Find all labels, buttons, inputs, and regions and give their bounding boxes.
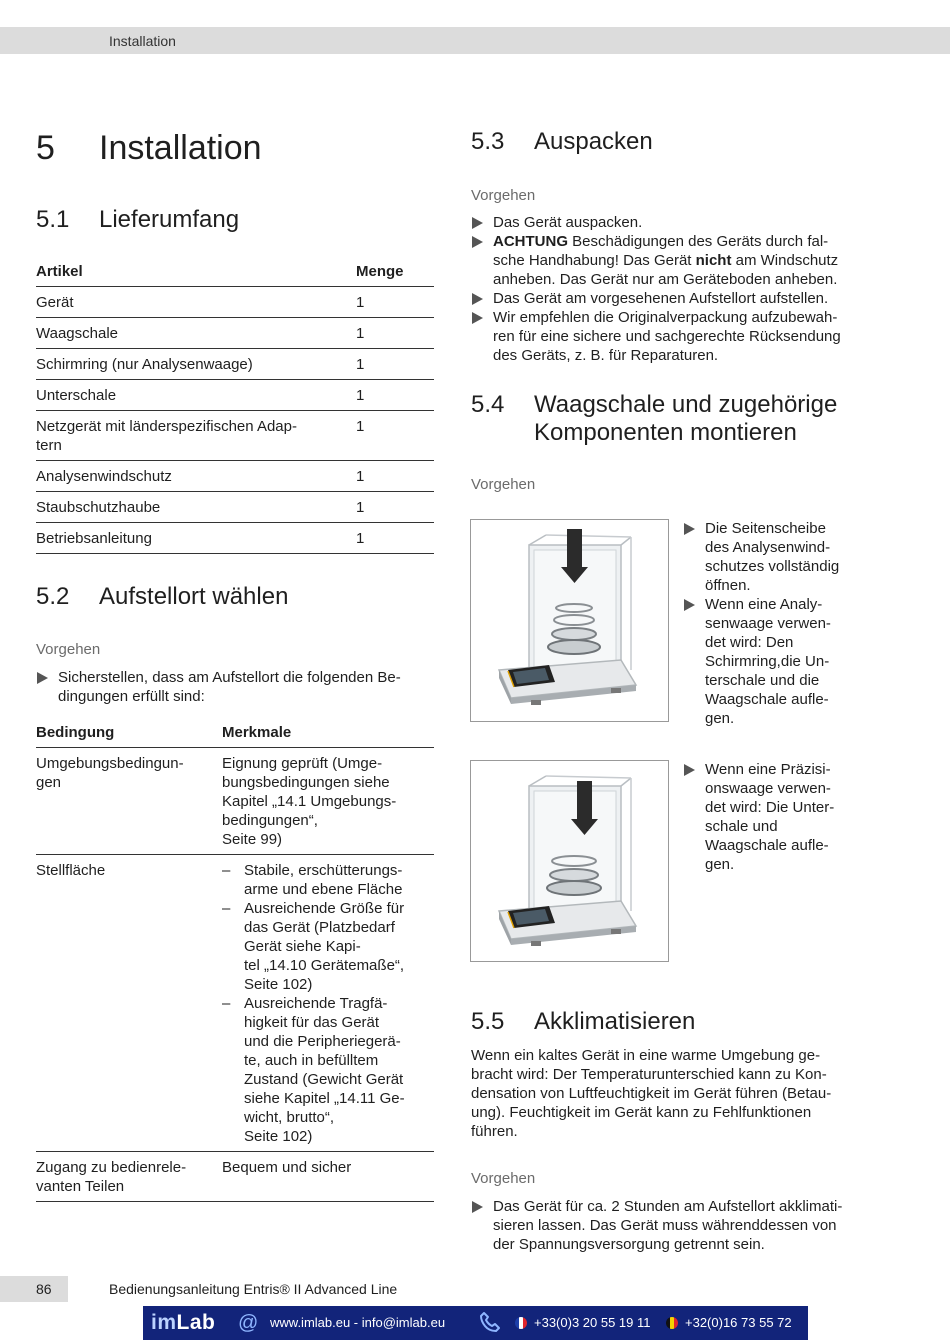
page-number-box (0, 1276, 68, 1302)
paragraph-line: densation von Luftfeuchtigkeit im Gerät führen (Betau- (471, 1085, 832, 1102)
at-icon: @ (238, 1312, 259, 1334)
step-line: Wir empfehlen die Originalverpackung aufzubewah- (493, 309, 838, 326)
procedure-label: Vorgehen (471, 1170, 536, 1187)
cell-line: – Ausreichende Größe für (244, 900, 405, 917)
arrow-right-icon (684, 523, 695, 535)
phone-france[interactable]: +33(0)3 20 55 19 11 (534, 1315, 651, 1330)
procedure-steps (471, 213, 871, 365)
arrow-right-icon (37, 672, 48, 684)
arrow-right-icon (472, 1201, 483, 1213)
cell-line: higkeit für das Gerät (244, 1014, 380, 1031)
logo-part: im (151, 1311, 177, 1334)
running-header-label: Installation (109, 33, 176, 49)
cell-line: – Stabile, erschütterungs- (244, 862, 403, 879)
arrow-right-icon (684, 599, 695, 611)
procedure-steps (471, 1197, 871, 1254)
table-cell: 1 (356, 418, 365, 435)
step-line: gen. (705, 710, 735, 727)
table-row (36, 318, 434, 349)
procedure-steps (683, 760, 863, 874)
cell-line: und die Peripheriegerä- (244, 1033, 401, 1050)
table-cell: Gerät (36, 294, 74, 311)
step-line: Das Gerät am vorgesehenen Aufstellort aufstellen. (493, 290, 829, 307)
step-line: det wird: Den (705, 634, 794, 651)
website-email-link[interactable]: www.imlab.eu - info@imlab.eu (270, 1315, 446, 1330)
step-line: Waagschale aufle- (705, 691, 829, 708)
table-row (36, 1152, 434, 1202)
cell-line: Seite 102) (244, 976, 313, 993)
balance-photo-precision (470, 760, 669, 962)
step-line: ren für eine sichere und sachgerechte Rücksendung (493, 328, 841, 345)
section-number: 5.4 (471, 391, 505, 418)
step-line: terschale und die (705, 672, 820, 689)
arrow-right-icon (472, 236, 483, 248)
list-item (471, 289, 871, 308)
table-row (36, 380, 434, 411)
step-line: Das Gerät auspacken. (493, 214, 643, 231)
table-row (36, 492, 434, 523)
list-item (683, 595, 863, 728)
table-cell (222, 861, 434, 1146)
table-cell: Schirmring (nur Analysenwaage) (36, 356, 253, 373)
step-line: Wenn eine Analy- (705, 596, 823, 613)
list-item (471, 213, 871, 232)
step-line: senwaage verwen- (705, 615, 831, 632)
procedure-label: Vorgehen (36, 641, 101, 658)
cell-line: das Gerät (Platzbedarf (244, 919, 395, 936)
column-header-quantity: Menge (356, 263, 404, 280)
cell-line: arme und ebene Fläche (244, 881, 403, 898)
emphasis-text: nicht (695, 252, 732, 269)
step-line: öffnen. (705, 577, 751, 594)
step-line: gen. (705, 856, 735, 873)
cell-line: Kapitel „14.1 Umgebungs- (222, 793, 397, 810)
step-line: det wird: Die Unter- (705, 799, 835, 816)
cell-line: te, auch in befülltem (244, 1052, 379, 1069)
table-cell: Betriebsanleitung (36, 530, 152, 547)
table-cell: 1 (356, 294, 365, 311)
section-title: Akklimatisieren (534, 1008, 696, 1035)
section-number: 5.2 (36, 583, 70, 610)
table-cell: Staubschutzhaube (36, 499, 161, 516)
step-line: Das Gerät für ca. 2 Stunden am Aufstellort akklimati- (493, 1198, 843, 1215)
list-item (471, 1197, 871, 1254)
table-cell: 1 (356, 530, 365, 547)
section-title: Aufstellort wählen (99, 583, 289, 610)
procedure-label: Vorgehen (471, 476, 536, 493)
dash-list (222, 861, 434, 1146)
table-row (36, 411, 434, 461)
step-line: onswaage verwen- (705, 780, 831, 797)
cell-line: wicht, brutto“, (244, 1109, 335, 1126)
running-header (0, 27, 950, 54)
step-text: am Windschutz (731, 252, 839, 269)
table-cell: Unterschale (36, 387, 117, 404)
table-cell (36, 417, 356, 455)
table-cell: 1 (356, 387, 365, 404)
cell-line: Netzgerät mit länderspezifischen Adap- (36, 418, 297, 435)
cell-line: siehe Kapitel „14.11 Ge- (244, 1090, 405, 1107)
table-header (36, 723, 434, 748)
cell-line: Gerät siehe Kapi- (244, 938, 361, 955)
phone-belgium[interactable]: +32(0)16 73 55 72 (685, 1315, 792, 1330)
delivery-table (36, 262, 434, 554)
cell-line: bedingungen“, (222, 812, 318, 829)
step-line: anheben. Das Gerät nur am Geräteboden anheben. (493, 271, 838, 288)
logo-part: Lab (176, 1311, 216, 1334)
procedure-label: Vorgehen (471, 187, 536, 204)
step-text: Beschädigungen des Geräts durch fal- (568, 233, 829, 250)
step-line (493, 232, 871, 251)
cell-line: Zustand (Gewicht Gerät (244, 1071, 404, 1088)
procedure-steps (36, 668, 434, 706)
list-item (222, 899, 434, 994)
cell-line: gen (36, 774, 62, 791)
table-row (36, 461, 434, 492)
step-line: der Spannungsversorgung getrennt sein. (493, 1236, 765, 1253)
page-number: 86 (36, 1281, 52, 1297)
title-line: Waagschale und zugehörige (534, 391, 838, 418)
cell-line: tel „14.10 Gerätemaße“, (244, 957, 405, 974)
cell-line: – Ausreichende Tragfä- (244, 995, 388, 1012)
phone-icon (479, 1311, 501, 1338)
table-cell (36, 1158, 222, 1196)
cell-line: Umgebungsbedingun- (36, 755, 184, 772)
precision-balance-illustration (471, 761, 668, 961)
step-line: sieren lassen. Das Gerät muss währenddessen von (493, 1217, 837, 1234)
table-cell: Stellfläche (36, 862, 106, 879)
cell-line: Zugang zu bedienrele- (36, 1159, 187, 1176)
arrow-right-icon (472, 217, 483, 229)
table-cell: 1 (356, 325, 365, 342)
column-header-features: Merkmale (222, 724, 292, 741)
table-cell: Bequem und sicher (222, 1159, 352, 1176)
cell-line: tern (36, 437, 62, 454)
title-line: Komponenten montieren (534, 419, 797, 446)
step-line: Waagschale aufle- (705, 837, 829, 854)
table-row (36, 349, 434, 380)
chapter-title-text: Installation (99, 129, 262, 167)
list-item (36, 668, 434, 706)
balance-photo-analytical (470, 519, 669, 722)
table-row (36, 748, 434, 855)
table-row (36, 523, 434, 554)
list-item (471, 308, 871, 365)
imlab-logo (151, 1310, 215, 1336)
paragraph-line: bracht wird: Der Temperaturunterschied kann zu Kon- (471, 1066, 827, 1083)
table-header (36, 262, 434, 287)
paragraph-line: Wenn ein kaltes Gerät in eine warme Umgebung ge- (471, 1047, 821, 1064)
paragraph-line: ung). Feuchtigkeit im Gerät kann zu Fehlfunktionen (471, 1104, 812, 1121)
step-line: Die Seitenscheibe (705, 520, 826, 537)
acclimatize-paragraph (471, 1046, 871, 1141)
cell-line: Eignung geprüft (Umge- (222, 755, 383, 772)
belgium-flag-icon (666, 1317, 678, 1329)
arrow-right-icon (472, 312, 483, 324)
step-line: dingungen erfüllt sind: (58, 688, 205, 705)
section-number: 5.3 (471, 128, 505, 155)
document-title: Bedienungsanleitung Entris® II Advanced Line (109, 1281, 398, 1297)
section-title: Lieferumfang (99, 206, 240, 233)
step-text: sche Handhabung! Das Gerät (493, 252, 696, 269)
step-line: schutzes vollständig (705, 558, 840, 575)
paragraph-line: führen. (471, 1123, 518, 1140)
table-cell (222, 754, 434, 849)
table-row (36, 855, 434, 1152)
table-cell: 1 (356, 356, 365, 373)
chapter-number: 5 (36, 129, 55, 167)
list-item (683, 519, 863, 595)
section-title: Auspacken (534, 128, 653, 155)
step-line: Wenn eine Präzisi- (705, 761, 831, 778)
table-cell (36, 754, 222, 849)
analytical-balance-illustration (471, 520, 668, 721)
table-cell: 1 (356, 468, 365, 485)
step-line: schale und (705, 818, 778, 835)
list-item (222, 994, 434, 1146)
cell-line: vanten Teilen (36, 1178, 125, 1195)
warning-label: ACHTUNG (493, 233, 568, 250)
procedure-steps (683, 519, 863, 728)
cell-line: Seite 99) (222, 831, 283, 848)
cell-line: Seite 102) (244, 1128, 313, 1145)
step-line (493, 251, 871, 270)
arrow-right-icon (684, 764, 695, 776)
table-row (36, 287, 434, 318)
section-number: 5.1 (36, 206, 70, 233)
arrow-right-icon (472, 293, 483, 305)
step-line: des Analysenwind- (705, 539, 831, 556)
step-line: Schirmring,die Un- (705, 653, 830, 670)
list-item (471, 232, 871, 289)
table-cell: Analysenwindschutz (36, 468, 172, 485)
step-line: Sicherstellen, dass am Aufstellort die folgenden Be- (58, 669, 401, 686)
table-cell: Waagschale (36, 325, 118, 342)
cell-line: bungsbedingungen siehe (222, 774, 390, 791)
list-item (683, 760, 863, 874)
table-cell: 1 (356, 499, 365, 516)
france-flag-icon (515, 1317, 527, 1329)
conditions-table (36, 723, 434, 1202)
contact-banner (143, 1306, 808, 1340)
step-line: des Geräts, z. B. für Reparaturen. (493, 347, 719, 364)
section-number: 5.5 (471, 1008, 505, 1035)
column-header-article: Artikel (36, 263, 83, 280)
section-title (534, 391, 837, 447)
column-header-condition: Bedingung (36, 724, 115, 741)
list-item (222, 861, 434, 899)
